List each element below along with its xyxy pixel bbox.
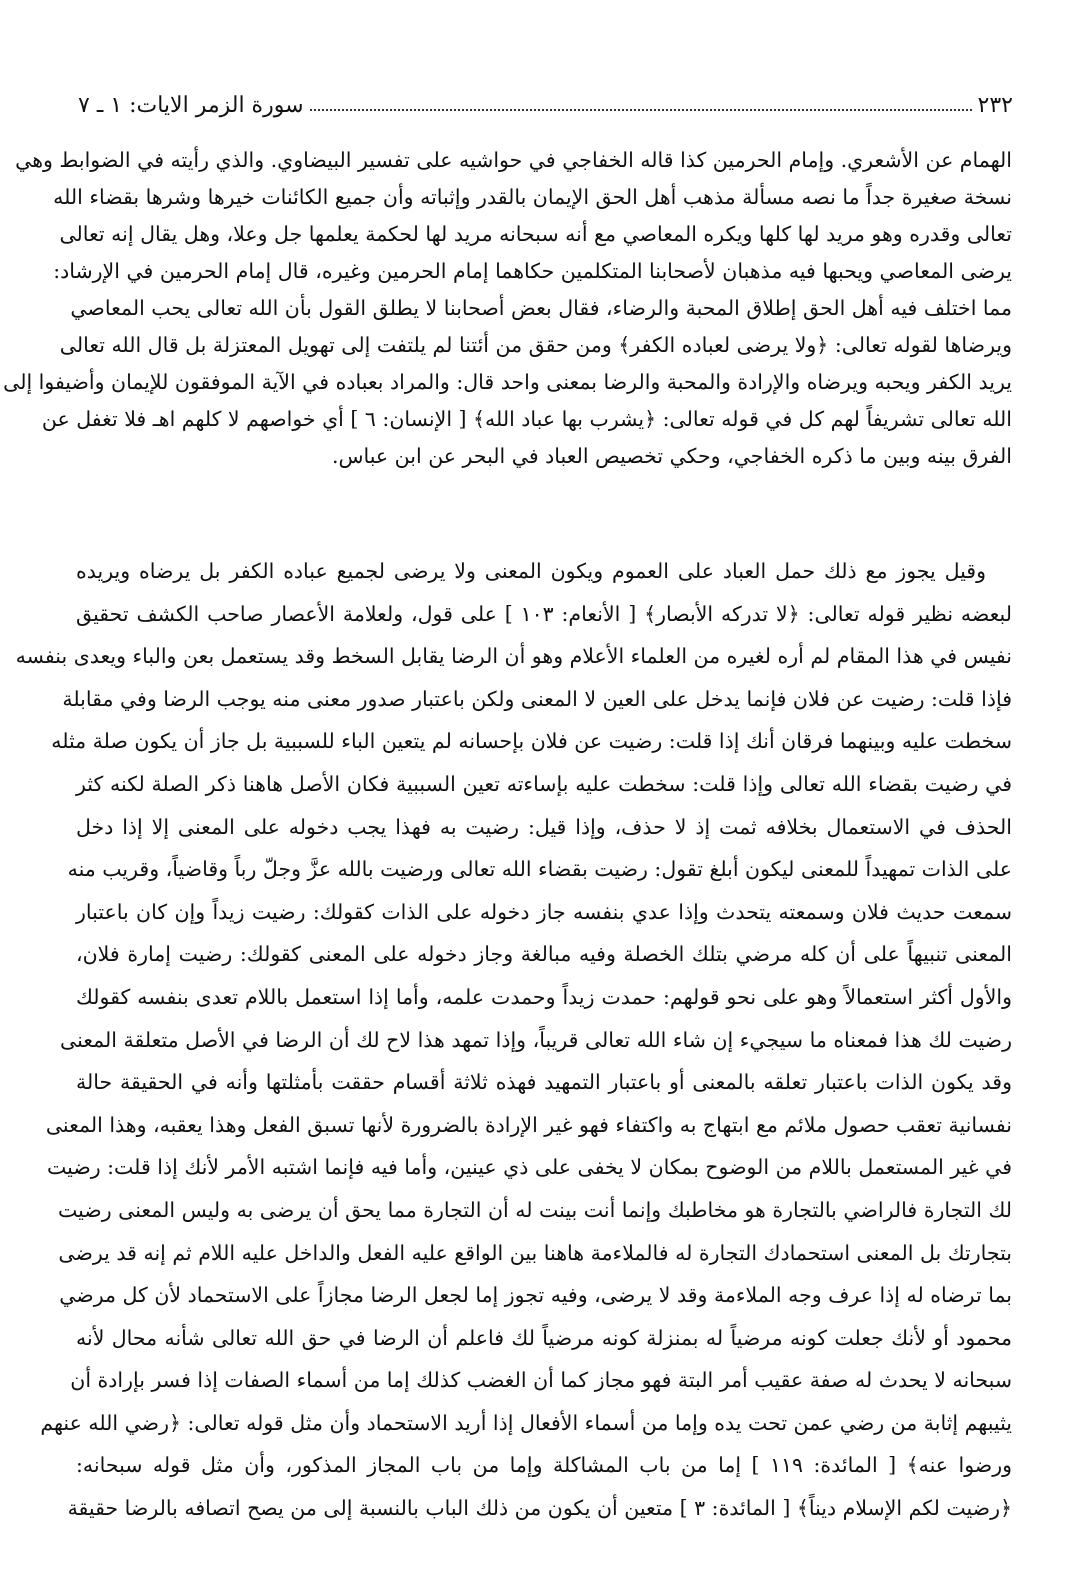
- text-line: الفرق بينه وبين ما ذكره الخفاجي، وحكي تخصيص العباد في البحر عن ابن عباس.: [331, 444, 1012, 468]
- text-line: يريد الكفر ويحبه ويرضاه والإرادة والمحبة والرضا بمعنى واحد قال: والمراد بعباده في الآية الموفقون للإيمان وأضيفوا إلى: [3, 370, 1012, 394]
- running-header: [78, 84, 1013, 118]
- text-line: نفيس في هذا المقام لم أره لغيره من العلماء الأعلام وهو أن الرضا يقابل السخط وقد يستعمل بعن والباء ويعدى بنفسه: [15, 644, 1012, 669]
- text-line: فإذا قلت: رضيت عن فلان فإنما يدخل على العين لا المعنى ولكن باعتبار صدور معنى منه يوجب الرضا وفي مقابلة: [62, 686, 1012, 711]
- text-line: سبحانه لا يحدث له صفة عقيب أمر البتة فهو مجاز كما أن الغضب كذلك إما من أسماء الصفات إذا فسر بإرادة أن: [70, 1368, 1012, 1393]
- text-line: نسخة صغيرة جداً ما نصه مسألة مذهب أهل الحق الإيمان بالقدر وإثباته وأن جميع الكائنات خيرها وشرها بقضاء الله: [53, 185, 1012, 209]
- text-line: الهمام عن الأشعري. وإمام الحرمين كذا قاله الخفاجي في حواشيه على تفسير البيضاوي. والذي رأيته في الضوابط وهي: [15, 148, 1012, 172]
- text-line: على الذات تمهيداً للمعنى ليكون أبلغ تقول: رضيت بقضاء الله تعالى ورضيت بالله عزَّ وجلّ رباً وقاضياً، وقريب منه: [67, 857, 1012, 882]
- text-line: في رضيت بقضاء الله تعالى وإذا قلت: سخطت عليه بإساءته تعين السببية فكان الأصل هاهنا ذكر الصلة لكنه كثر: [76, 771, 1012, 796]
- text-line: بما ترضاه له إذا عرف وجه الملاءمة وقد لا يرضى، وفيه تجوز إما لجعل الرضا مجازاً على الاستحماد لأن كل مرضي: [59, 1283, 1012, 1308]
- paragraph-2: [15, 550, 1012, 1530]
- text-line: محمود أو لأنك جعلت كونه مرضياً له بمنزلة كونه مرضياً لك فاعلم أن الرضا في حق الله تعالى شأنه محال لأنه: [76, 1325, 1012, 1350]
- text-line: لبعضه نظير قوله تعالى: ﴿لا تدركه الأبصار﴾ [ الأنعام: ١٠٣ ] على قول، ولعلامة الأعصار صاحب الكشف تحقيق: [76, 601, 1012, 626]
- text-line: مما اختلف فيه أهل الحق إطلاق المحبة والرضاء، فقال بعض أصحابنا لا يطلق القول بأن الله تعالى يحب المعاصي: [70, 296, 1012, 320]
- text-line: تعالى وقدره وهو مريد لها كلها ويكره المعاصي مع أنه سبحانه مريد لها لحكمة يعلمها جل وعلا، وهل يقال إنه تعالى: [59, 222, 1012, 246]
- text-line: الله تعالى تشريفاً لهم كل في قوله تعالى: ﴿يشرب بها عباد الله﴾ [ الإنسان: ٦ ] أي خواصهم لا كلهم اهـ فلا تغفل عن: [41, 407, 1012, 431]
- text-line: في غير المستعمل باللام من الوضوح بمكان لا يخفى على ذي عينين، وأما فيه فإنما اشتبه الأمر لأنك إذا قلت: رضيت: [47, 1155, 1012, 1180]
- text-line: وقيل يجوز مع ذلك حمل العباد على العموم ويكون المعنى ولا يرضى لجميع عباده الكفر بل يرضاه ويريده: [76, 559, 986, 583]
- header-leader-dots: [310, 109, 972, 111]
- text-line: نفسانية تعقب حصول ملائم مع ابتهاج به واكتفاء فهو غير الإرادة بالضرورة لأنها تسبق الفعل وهذا يعقبه، وهذا المعنى: [45, 1112, 1012, 1137]
- text-line: وقد يكون الذات باعتبار تعلقه بالمعنى أو باعتبار التمهيد فهذه ثلاثة أقسام حققت بأمثلتها وأنه في الحقيقة حالة: [76, 1070, 1012, 1095]
- chapter-title: سورة الزمر الايات: ١ ـ ٧: [78, 93, 304, 118]
- text-line: والأول أكثر استعمالاً وهو على نحو قولهم: حمدت زيداً وحمدت علمه، وأما إذا استعمل باللام تعدى بنفسه كقولك: [76, 984, 1012, 1009]
- text-line: يثيبهم إثابة من رضي عمن تحت يده وإما من أسماء الأفعال إذا أريد الاستحماد وأن مثل قوله تعالى: ﴿رضي الله عنهم: [40, 1410, 1012, 1435]
- text-line: بتجارتك بل المعنى استحمادك التجارة له فالملاءمة هاهنا بين الواقع عليه الفعل والداخل عليه اللام ثم إنه قد يرضى: [58, 1240, 1012, 1265]
- text-line: ﴿رضيت لكم الإسلام ديناً﴾ [ المائدة: ٣ ] متعين أن يكون من ذلك الباب بالنسبة إلى من يصح اتصافه بالرضا حقيقة: [67, 1496, 1012, 1521]
- text-line: ورضوا عنه﴾ [ المائدة: ١١٩ ] إما من باب المشاكلة وإما من باب المجاز المذكور، وأن مثل قوله سبحانه:: [76, 1453, 1012, 1478]
- text-line: يرضى المعاصي ويحبها فيه مذهبان لأصحابنا المتكلمين حكاهما إمام الحرمين وغيره، قال إمام الحرمين في الإرشاد:: [53, 259, 1012, 283]
- paragraph-1: [3, 142, 1012, 475]
- text-line: الحذف في الاستعمال بخلافه ثمت إذ لا حذف، وإذا قيل: رضيت به فهذا يجب دخوله على المعنى إلا إذا دخل: [76, 814, 1012, 839]
- text-line: لك التجارة فالراضي بالتجارة هو مخاطبك وإنما أنت بينت له أن التجارة مما يحق أن يرضى به وليس المعنى رضيت: [57, 1197, 1012, 1222]
- page-number: ٢٣٢: [977, 93, 1013, 118]
- text-line: رضيت لك هذا فمعناه ما سيجيء إن شاء الله تعالى قريباً، وإذا تمهد هذا لاح لك أن الرضا في الأصل متعلقة المعنى: [59, 1027, 1012, 1052]
- text-line: ويرضاها لقوله تعالى: ﴿ولا يرضى لعباده الكفر﴾ ومن حقق من أئتنا لم يلتفت إلى تهويل المعتزلة بل قال الله تعالى: [59, 333, 1012, 357]
- text-line: المعنى تنبيهاً على أن كله مرضي بتلك الخصلة وفيه مبالغة وجاز دخوله على المعنى كقولك: رضيت إمارة فلان،: [76, 942, 1012, 967]
- text-line: سخطت عليه وبينهما فرقان أنك إذا قلت: رضيت عن فلان بإحسانه لم يتعين الباء للسببية بل جاز أن يكون صلة مثله: [51, 729, 1012, 754]
- text-line: سمعت حديث فلان وسمعته يتحدث وإذا عدي بنفسه جاز دخوله على الذات كقولك: رضيت زيداً وإن كان باعتبار: [76, 899, 1012, 924]
